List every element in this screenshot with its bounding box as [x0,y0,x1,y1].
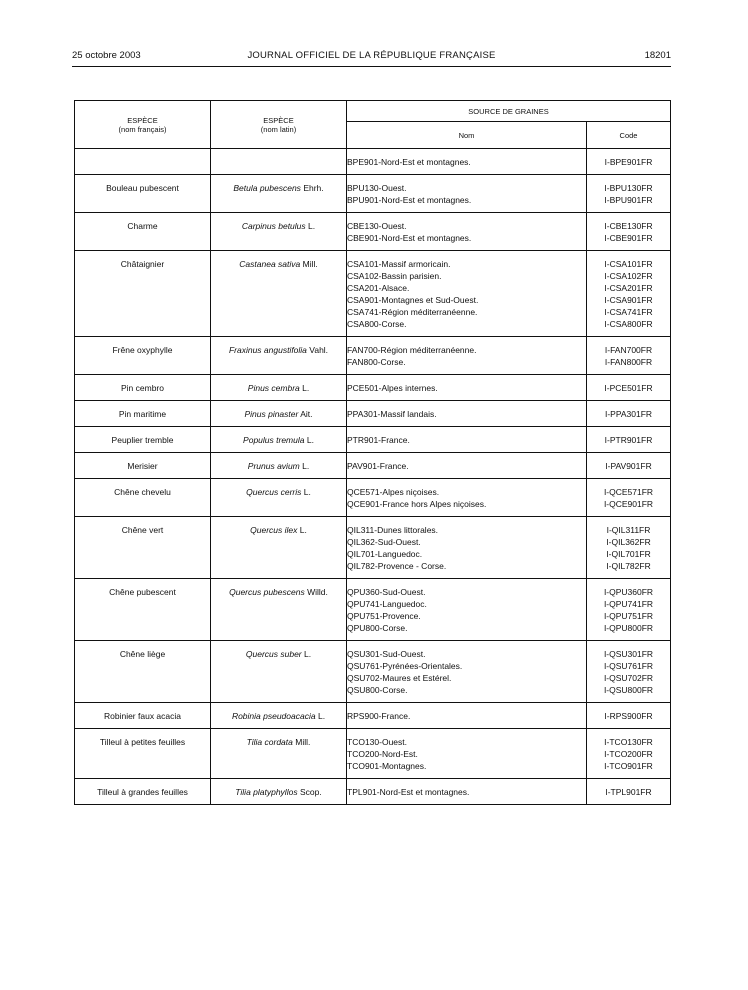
species-latin-name-cell [211,251,347,337]
species-latin-name: Robinia pseudoacacia [231,711,316,721]
source-code: I-QIL311FR [606,525,651,535]
species-latin-name: Populus tremula [243,435,305,445]
header-espece-francais-label: ESPÈCE [127,115,158,125]
source-code: I-QIL782FR [606,561,651,571]
table-row [75,375,671,401]
source-codes-cell [587,579,671,641]
source-name: QSU761-Pyrénées-Orientales. [347,661,463,671]
header-source-de-graines: SOURCE DE GRAINES [347,101,671,122]
source-name: QSU702-Maures et Estérel. [347,673,452,683]
species-latin-name: Pinus pinaster [244,409,299,419]
source-name: QSU800-Corse. [347,685,408,695]
species-author: L. [317,711,326,721]
species-latin-name-cell [211,517,347,579]
source-code: I-RPS900FR [604,711,653,721]
source-code: I-QSU301FR [603,649,654,659]
source-names-cell [347,517,587,579]
species-latin-name-cell [211,729,347,779]
table-row [75,779,671,805]
source-name: CSA800-Corse. [347,319,407,329]
header-rule [72,66,671,67]
source-name: PAV901-France. [347,461,409,471]
source-code: I-QSU761FR [603,661,654,671]
source-names-cell [347,729,587,779]
source-names-cell [347,375,587,401]
source-code: I-TPL901FR [605,787,652,797]
source-name: RPS900-France. [347,711,411,721]
source-codes-cell [587,337,671,375]
source-name: CBE130-Ouest. [347,221,407,231]
species-latin-name: Pinus cembra [247,383,300,393]
source-code: I-QPU800FR [603,623,654,633]
species-latin-name-cell [211,779,347,805]
species-author: Ehrh. [303,183,324,193]
source-name: CSA102-Bassin parisien. [347,271,442,281]
species-latin-name: Castanea sativa [239,259,301,269]
source-code: I-QPU741FR [603,599,654,609]
species-author: L. [306,435,314,445]
source-code: I-QSU800FR [603,685,654,695]
table-row [75,729,671,779]
species-french-name: Charme [75,213,211,251]
species-french-name [75,149,211,175]
source-codes-cell [587,427,671,453]
species-author: Mill. [295,737,311,747]
species-author: Willd. [307,587,328,597]
table-row [75,703,671,729]
page-header [72,50,671,64]
source-code: I-FAN700FR [604,345,653,355]
species-french-name: Frêne oxyphylle [75,337,211,375]
species-latin-name-cell [211,453,347,479]
table-row [75,427,671,453]
source-code: I-TCO200FR [604,749,653,759]
source-name: QIL362-Sud-Ouest. [347,537,421,547]
source-code: I-PTR901FR [604,435,653,445]
header-code: Code [587,122,671,149]
source-name: CSA101-Massif armoricain. [347,259,451,269]
species-french-name: Tilleul à petites feuilles [75,729,211,779]
source-code: I-QSU702FR [603,673,654,683]
source-code: I-CBE901FR [604,233,653,243]
species-latin-name: Carpinus betulus [241,221,306,231]
species-latin-name: Betula pubescens [233,183,301,193]
species-latin-name-cell [211,427,347,453]
source-name: QCE571-Alpes niçoises. [347,487,440,497]
species-latin-name-cell [211,401,347,427]
source-name: CSA901-Montagnes et Sud-Ouest. [347,295,479,305]
species-latin-name-cell [211,175,347,213]
source-names-cell [347,213,587,251]
source-name: BPU901-Nord-Est et montagnes. [347,195,472,205]
species-french-name: Pin maritime [75,401,211,427]
species-latin-name-cell [211,641,347,703]
source-code: I-CSA741FR [604,307,653,317]
table-row [75,453,671,479]
species-latin-name: Quercus ilex [250,525,298,535]
species-author: L. [302,461,310,471]
species-author: L. [303,487,311,497]
source-name: PTR901-France. [347,435,410,445]
source-codes-cell [587,149,671,175]
species-author: L. [299,525,307,535]
source-codes-cell [587,779,671,805]
species-latin-name-cell [211,337,347,375]
species-french-name: Pin cembro [75,375,211,401]
source-codes-cell [587,479,671,517]
species-french-name: Peuplier tremble [75,427,211,453]
species-latin-name-cell [211,579,347,641]
source-name: TCO901-Montagnes. [347,761,427,771]
source-names-cell [347,479,587,517]
source-names-cell [347,251,587,337]
species-latin-name: Tilia platyphyllos [235,787,298,797]
source-name: QSU301-Sud-Ouest. [347,649,426,659]
header-espece-latin [211,101,347,149]
source-code: I-BPU130FR [604,183,653,193]
species-author: Mill. [302,259,318,269]
header-espece-francais [75,101,211,149]
source-name: CSA741-Région méditerranéenne. [347,307,478,317]
source-name: BPE901-Nord-Est et montagnes. [347,157,471,167]
species-latin-name: Quercus suber [245,649,302,659]
source-code: I-PAV901FR [605,461,652,471]
species-french-name: Chêne vert [75,517,211,579]
header-espece-latin-sub: (nom latin) [260,124,297,134]
species-latin-name-cell [211,213,347,251]
source-names-cell [347,703,587,729]
table-row [75,401,671,427]
source-name: CBE901-Nord-Est et montagnes. [347,233,472,243]
source-code: I-CSA101FR [604,259,653,269]
species-author: Vahl. [309,345,329,355]
source-codes-cell [587,175,671,213]
species-french-name: Tilleul à grandes feuilles [75,779,211,805]
source-names-cell [347,779,587,805]
source-names-cell [347,453,587,479]
source-names-cell [347,401,587,427]
source-code: I-QPU751FR [603,611,654,621]
species-french-name: Robinier faux acacia [75,703,211,729]
header-espece-latin-label: ESPÈCE [263,115,294,125]
species-french-name: Chêne chevelu [75,479,211,517]
species-latin-name-cell [211,479,347,517]
species-latin-name: Quercus pubescens [229,587,305,597]
source-names-cell [347,579,587,641]
species-latin-name-cell [211,375,347,401]
table-row [75,149,671,175]
species-author: L. [302,383,310,393]
page-number: 18201 [644,50,671,61]
source-code: I-TCO901FR [604,761,653,771]
species-author: Scop. [299,787,322,797]
source-code: I-BPU901FR [604,195,653,205]
source-name: TCO130-Ouest. [347,737,407,747]
source-code: I-QCE571FR [603,487,654,497]
source-name: PCE501-Alpes internes. [347,383,438,393]
header-nom: Nom [347,122,587,149]
source-codes-cell [587,375,671,401]
source-name: QIL782-Provence - Corse. [347,561,447,571]
source-name: FAN700-Région méditerranéenne. [347,345,477,355]
species-author: L. [308,221,316,231]
species-author: L. [304,649,312,659]
source-codes-cell [587,729,671,779]
source-code: I-BPE901FR [604,157,653,167]
source-name: QPU741-Languedoc. [347,599,427,609]
table-row [75,641,671,703]
source-codes-cell [587,213,671,251]
species-latin-name: Fraxinus angustifolia [228,345,307,355]
species-latin-name-cell [211,703,347,729]
species-latin-name: Quercus cerris [246,487,302,497]
species-author: Ait. [300,409,313,419]
source-codes-cell [587,251,671,337]
header-espece-francais-sub: (nom français) [118,124,167,134]
source-code: I-CSA901FR [604,295,653,305]
source-codes-cell [587,517,671,579]
source-code: I-PPA301FR [604,409,653,419]
species-latin-name-cell [211,149,347,175]
source-name: QPU800-Corse. [347,623,408,633]
source-names-cell [347,149,587,175]
table-row [75,175,671,213]
table-row [75,337,671,375]
species-latin-name: Tilia cordata [246,737,293,747]
source-name: CSA201-Alsace. [347,283,410,293]
species-french-name: Châtaignier [75,251,211,337]
table-row [75,517,671,579]
species-french-name: Chêne pubescent [75,579,211,641]
source-code: I-QIL701FR [606,549,651,559]
source-code: I-CSA800FR [604,319,653,329]
source-names-cell [347,175,587,213]
source-name: BPU130-Ouest. [347,183,407,193]
table-body [75,149,671,805]
species-french-name: Merisier [75,453,211,479]
source-code: I-CSA102FR [604,271,653,281]
journal-title: JOURNAL OFFICIEL DE LA RÉPUBLIQUE FRANÇAISE [247,50,496,61]
species-french-name: Chêne liège [75,641,211,703]
source-name: QIL701-Languedoc. [347,549,423,559]
source-name: FAN800-Corse. [347,357,406,367]
source-name: QIL311-Dunes littorales. [347,525,439,535]
source-code: I-CSA201FR [604,283,653,293]
source-code: I-PCE501FR [604,383,653,393]
seed-source-table [74,100,671,805]
table-row [75,213,671,251]
source-code: I-TCO130FR [604,737,653,747]
issue-date: 25 octobre 2003 [72,50,141,61]
source-name: TCO200-Nord-Est. [347,749,418,759]
table-row [75,579,671,641]
source-code: I-FAN800FR [604,357,653,367]
source-names-cell [347,337,587,375]
source-names-cell [347,427,587,453]
source-name: QCE901-France hors Alpes niçoises. [347,499,487,509]
species-latin-name: Prunus avium [247,461,300,471]
source-codes-cell [587,453,671,479]
source-name: PPA301-Massif landais. [347,409,437,419]
table-row [75,251,671,337]
table-row [75,479,671,517]
source-names-cell [347,641,587,703]
source-code: I-CBE130FR [604,221,653,231]
source-name: QPU751-Provence. [347,611,421,621]
source-code: I-QCE901FR [603,499,654,509]
source-name: QPU360-Sud-Ouest. [347,587,426,597]
source-name: TPL901-Nord-Est et montagnes. [347,787,470,797]
source-code: I-QIL362FR [606,537,651,547]
species-french-name: Bouleau pubescent [75,175,211,213]
source-code: I-QPU360FR [603,587,654,597]
source-codes-cell [587,641,671,703]
source-codes-cell [587,703,671,729]
source-codes-cell [587,401,671,427]
